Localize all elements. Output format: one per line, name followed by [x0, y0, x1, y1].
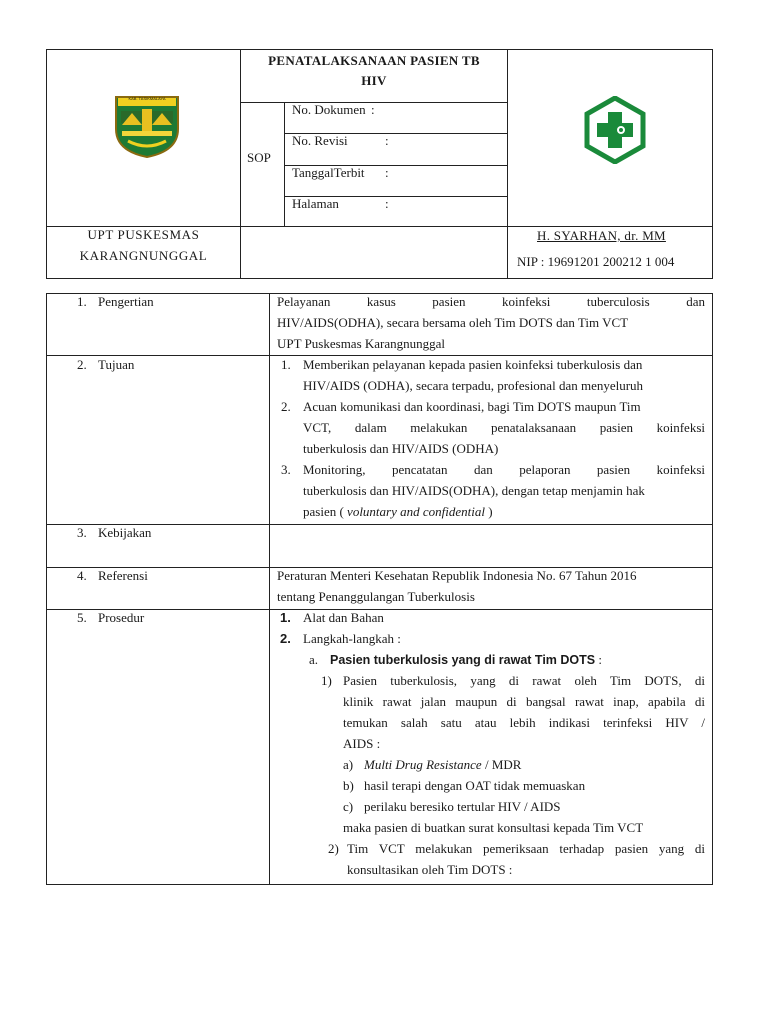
section-num-referensi: 4.	[77, 568, 87, 583]
referensi-line: tentang Penanggulangan Tuberkulosis	[277, 589, 475, 604]
p1-line: klinik rawat jalan maupun di bangsal rawat inap, apabila di	[343, 694, 705, 709]
p2-num: 2)	[328, 841, 339, 856]
section-num-tujuan: 2.	[77, 357, 87, 372]
criteria-a-rest: / MDR	[481, 757, 522, 772]
section-label-prosedur: Prosedur	[98, 610, 145, 625]
tujuan-line: HIV/AIDS (ODHA), secara terpadu, profesional dan menyeluruh	[303, 378, 644, 393]
tujuan-line: Memberikan pelayanan kepada pasien koinfeksi tuberkulosis dan	[303, 357, 643, 372]
section-num-prosedur: 5.	[77, 610, 87, 625]
regency-logo	[112, 91, 182, 159]
p1-line: temukan salah satu atau lebih indikasi terinfeksi HIV /	[343, 715, 705, 730]
criteria-a-italic: Multi Drug Resistance	[364, 757, 482, 772]
section-label-kebijakan: Kebijakan	[98, 525, 152, 540]
pengertian-line: Pelayanan kasus pasien koinfeksi tuberculosis dan	[277, 294, 705, 309]
org-name-line2: KARANGNUNGGAL	[79, 248, 208, 263]
field-no-revisi-sep: :	[385, 133, 389, 148]
tujuan-last-italic: voluntary and confidential	[347, 504, 485, 519]
signer-name: H. SYARHAN, dr. MM	[537, 228, 666, 243]
field-tanggal-terbit: TanggalTerbit	[292, 165, 365, 180]
p1-num: 1)	[321, 673, 332, 688]
tujuan-line: Acuan komunikasi dan koordinasi, bagi Tim DOTS maupun Tim	[303, 399, 641, 414]
tujuan-line: VCT, dalam melakukan penatalaksanaan pasien koinfeksi	[303, 420, 705, 435]
tujuan-line-last	[303, 501, 493, 522]
prosedur-step-langkah: Langkah-langkah :	[303, 631, 401, 646]
p1-conclusion: maka pasien di buatkan surat konsultasi kepada Tim VCT	[343, 820, 644, 835]
criteria-b: hasil terapi dengan OAT tidak memuaskan	[364, 778, 586, 793]
criteria-num: c)	[343, 799, 354, 814]
tujuan-item-num: 3.	[281, 462, 291, 477]
org-name-line1: UPT PUSKESMAS	[87, 227, 200, 242]
field-halaman: Halaman	[292, 196, 339, 211]
doc-title-line2: HIV	[361, 73, 387, 88]
tujuan-last-suffix: )	[484, 504, 493, 519]
pengertian-line: UPT Puskesmas Karangnunggal	[277, 336, 446, 351]
pengertian-line: HIV/AIDS(ODHA), secara bersama oleh Tim DOTS dan Tim VCT	[277, 315, 629, 330]
criteria-c: perilaku beresiko tertular HIV / AIDS	[364, 799, 561, 814]
field-halaman-sep: :	[385, 196, 389, 211]
section-label-pengertian: Pengertian	[98, 294, 154, 309]
tujuan-line: tuberkulosis dan HIV/AIDS (ODHA)	[303, 441, 499, 456]
doc-title-line1: PENATALAKSANAAN PASIEN TB	[268, 53, 480, 68]
tujuan-last-prefix: pasien (	[303, 504, 348, 519]
section-label-referensi: Referensi	[98, 568, 148, 583]
tujuan-line: tuberkulosis dan HIV/AIDS(ODHA), dengan tetap menjamin hak	[303, 483, 645, 498]
puskesmas-logo	[581, 96, 649, 164]
section-num-kebijakan: 3.	[77, 525, 87, 540]
criteria-num: a)	[343, 757, 354, 772]
p1-line: Pasien tuberkulosis, yang di rawat oleh Tim DOTS, di	[343, 673, 705, 688]
regency-logo-caption: KAB. TASIKMALAYA	[128, 96, 166, 101]
field-no-revisi: No. Revisi	[292, 133, 348, 148]
referensi-line: Peraturan Menteri Kesehatan Republik Indonesia No. 67 Tahun 2016	[277, 568, 637, 583]
criteria-a	[364, 754, 521, 775]
criteria-num: b)	[343, 778, 354, 793]
prosedur-step-num: 2.	[280, 631, 291, 646]
field-no-dokumen: No. Dokumen	[292, 102, 366, 117]
field-tanggal-terbit-sep: :	[385, 165, 389, 180]
sub-step-colon: :	[595, 652, 602, 667]
sop-label: SOP	[247, 150, 271, 165]
tujuan-line: Monitoring, pencatatan dan pelaporan pasien koinfeksi	[303, 462, 705, 477]
p2-line: konsultasikan oleh Tim DOTS :	[347, 862, 513, 877]
sub-step-title: Pasien tuberkulosis yang di rawat Tim DOTS	[330, 653, 596, 667]
p2-line: Tim VCT melakukan pemeriksaan terhadap pasien yang di	[347, 841, 705, 856]
tujuan-item-num: 2.	[281, 399, 291, 414]
sub-step-num: a.	[309, 652, 319, 667]
prosedur-step-num: 1.	[280, 610, 291, 625]
p1-line: AIDS :	[343, 736, 381, 751]
section-num-pengertian: 1.	[77, 294, 87, 309]
prosedur-step-alat: Alat dan Bahan	[303, 610, 384, 625]
signer-nip: NIP : 19691201 200212 1 004	[517, 254, 675, 269]
field-no-dokumen-sep: :	[371, 102, 375, 117]
sub-step-title-line	[330, 649, 602, 671]
tujuan-item-num: 1.	[281, 357, 291, 372]
section-label-tujuan: Tujuan	[98, 357, 135, 372]
